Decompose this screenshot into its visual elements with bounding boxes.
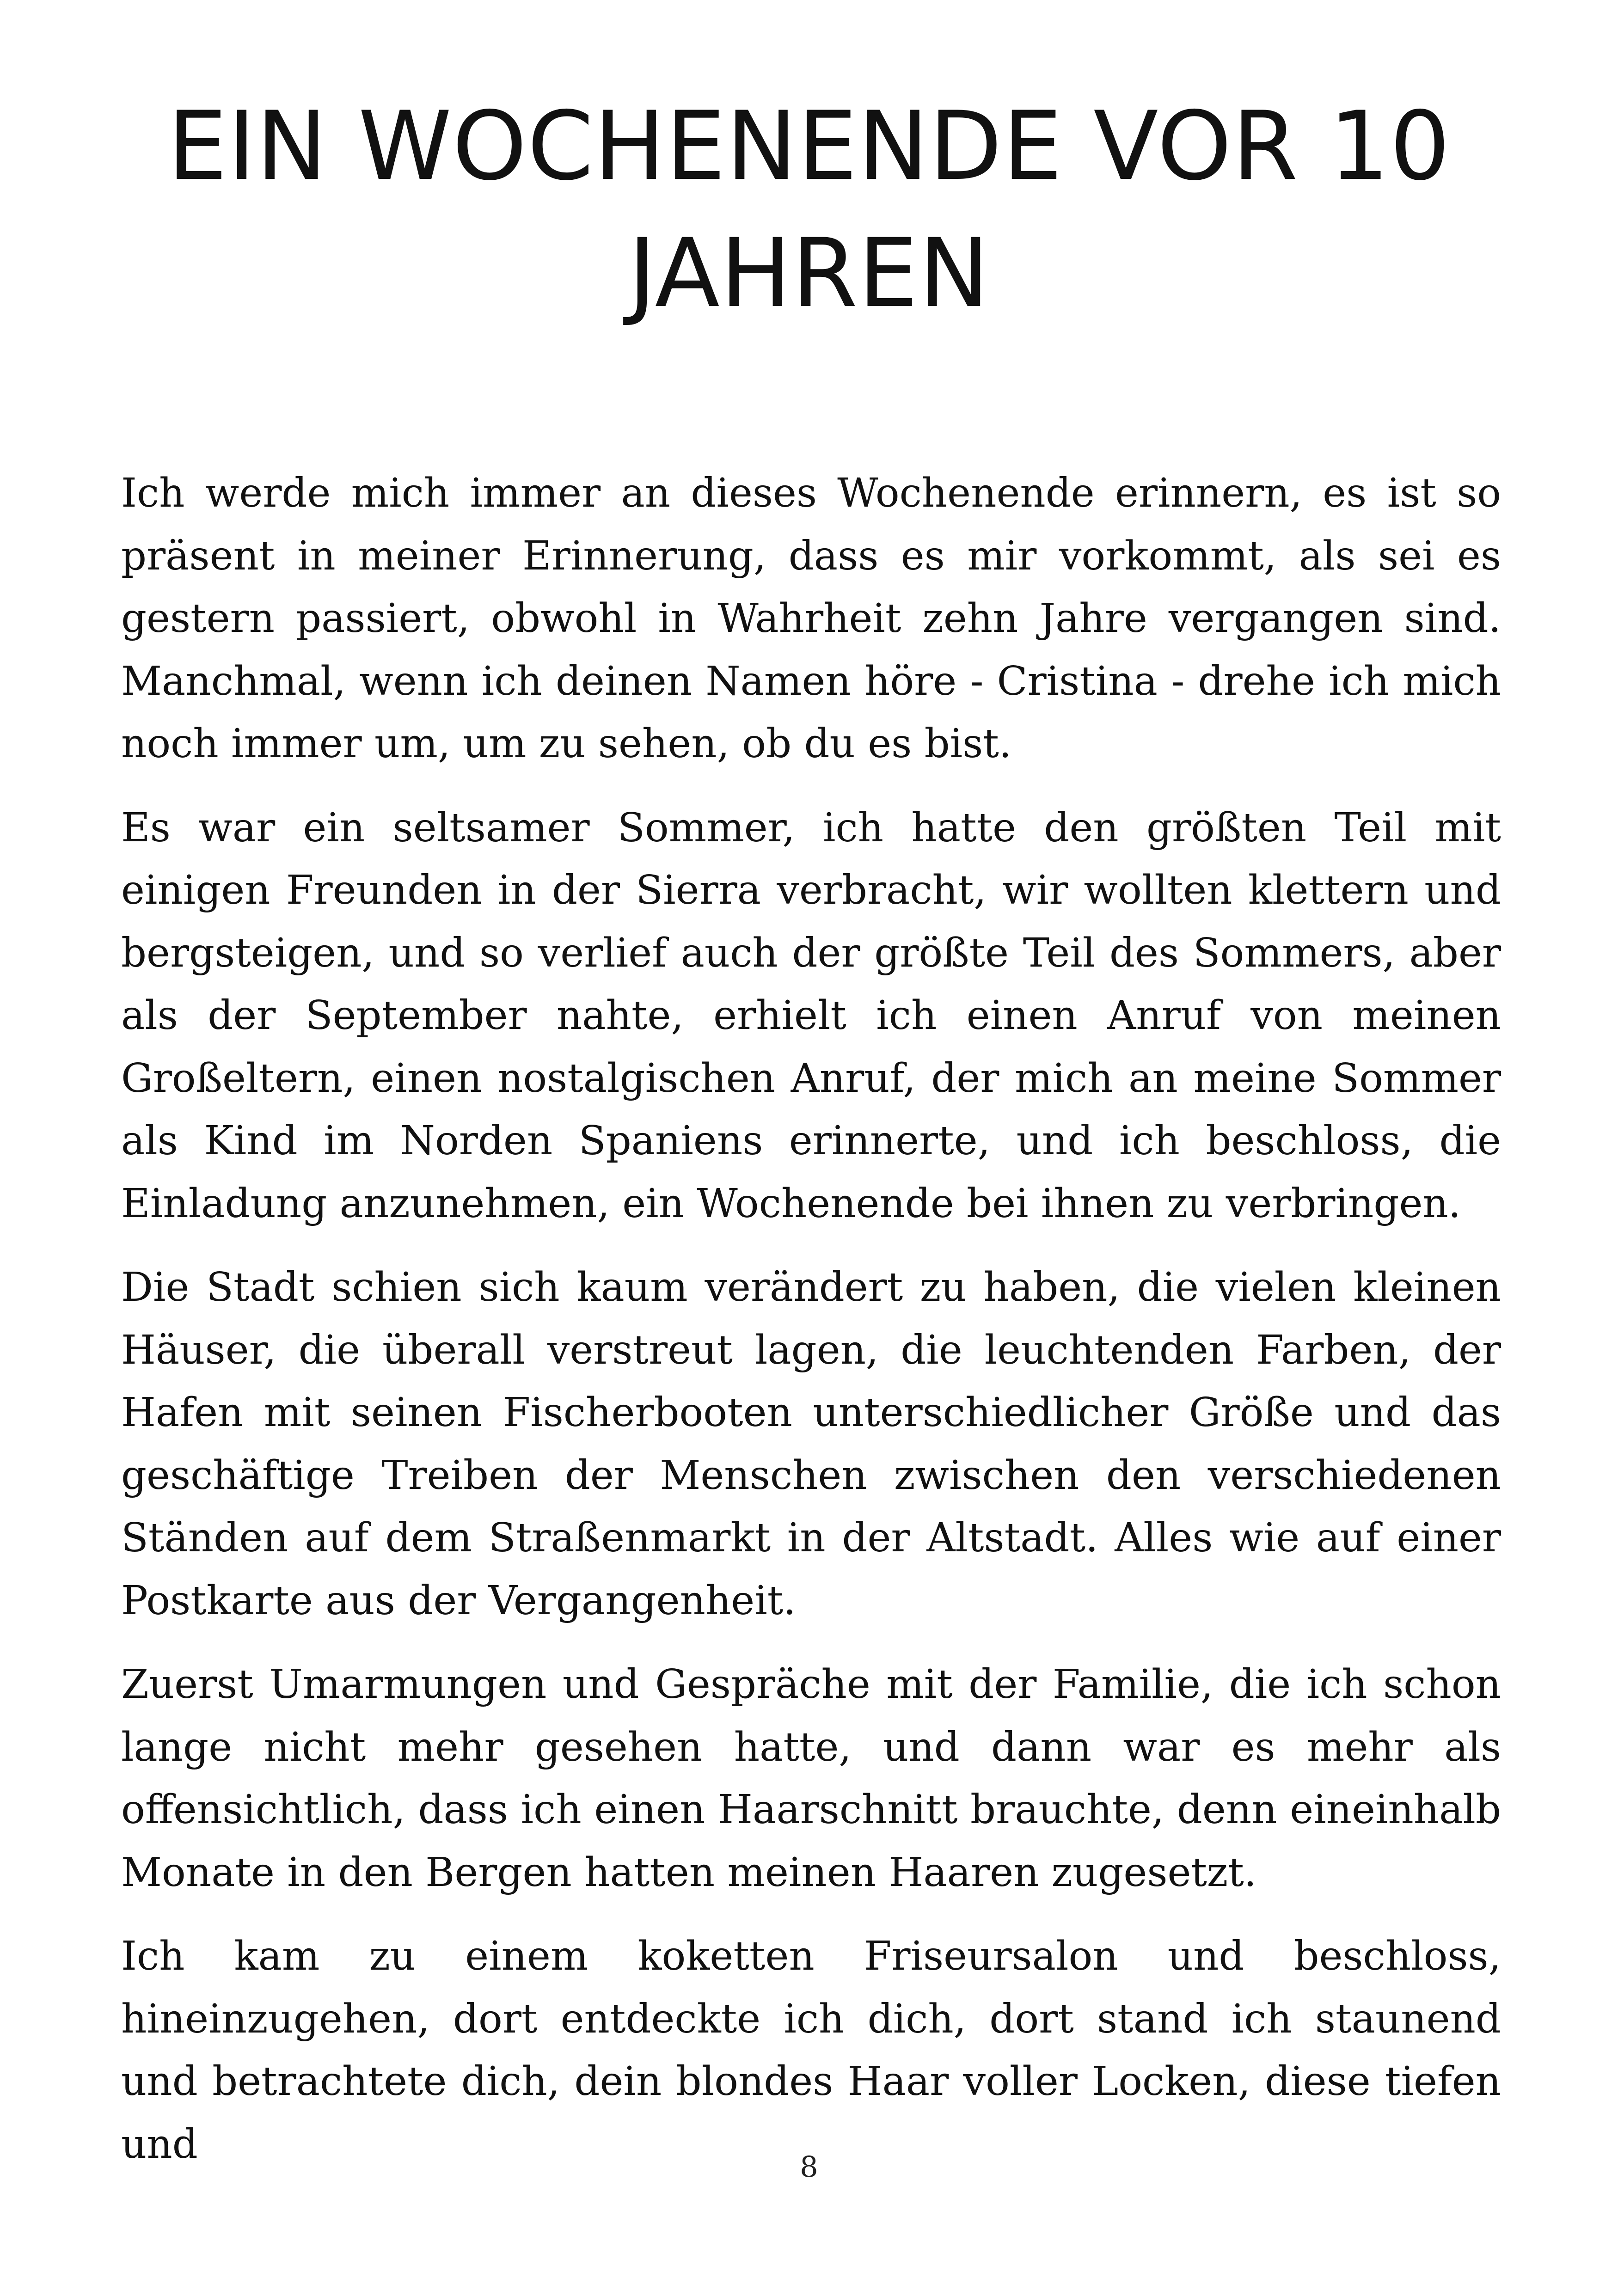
paragraph: Die Stadt schien sich kaum verändert zu haben, die vielen kleinen Häuser, die überall verstreut lagen, die leuchtenden Farben, der Hafen mit seinen Fischerbooten unterschiedlicher Größe und das geschäftige Treiben der Menschen zwischen den verschiedenen Ständen auf dem Straßenmarkt in der Altstadt. Alles wie auf einer Postkarte aus der Vergangenheit. [121, 1264, 1501, 1624]
chapter-body [121, 462, 1501, 2197]
paragraph: Ich kam zu einem koketten Friseursalon und beschloss, hineinzugehen, dort entdeckte ich dich, dort stand ich staunend und betrachtete dich, dein blondes Haar voller Locken, diese tiefen und [121, 1933, 1501, 2167]
paragraph: Ich werde mich immer an dieses Wochenende erinnern, es ist so präsent in meiner Erinnerung, dass es mir vorkommt, als sei es gestern passiert, obwohl in Wahrheit zehn Jahre vergangen sind. Manchmal, wenn ich deinen Namen höre - Cristina - drehe ich mich noch immer um, um zu sehen, ob du es bist. [121, 470, 1501, 767]
page-number: 8 [800, 2150, 818, 2184]
paragraph: Zuerst Umarmungen und Gespräche mit der Familie, die ich schon lange nicht mehr gesehen hatte, und dann war es mehr als offensichtlich, dass ich einen Haarschnitt brauchte, denn eineinhalb Monate in den Bergen hatten meinen Haaren zugesetzt. [121, 1661, 1501, 1896]
paragraph: Es war ein seltsamer Sommer, ich hatte den größten Teil mit einigen Freunden in der Sierra verbracht, wir wollten klettern und bergsteigen, und so verlief auch der größte Teil des Sommers, aber als der September nahte, erhielt ich einen Anruf von meinen Großeltern, einen nostalgischen Anruf, der mich an meine Sommer als Kind im Norden Spaniens erinnerte, und ich beschloss, die Einladung anzunehmen, ein Wochenende bei ihnen zu verbringen. [121, 804, 1501, 1227]
chapter-title: EIN WOCHENENDE VOR 10 JAHREN [167, 92, 1451, 329]
